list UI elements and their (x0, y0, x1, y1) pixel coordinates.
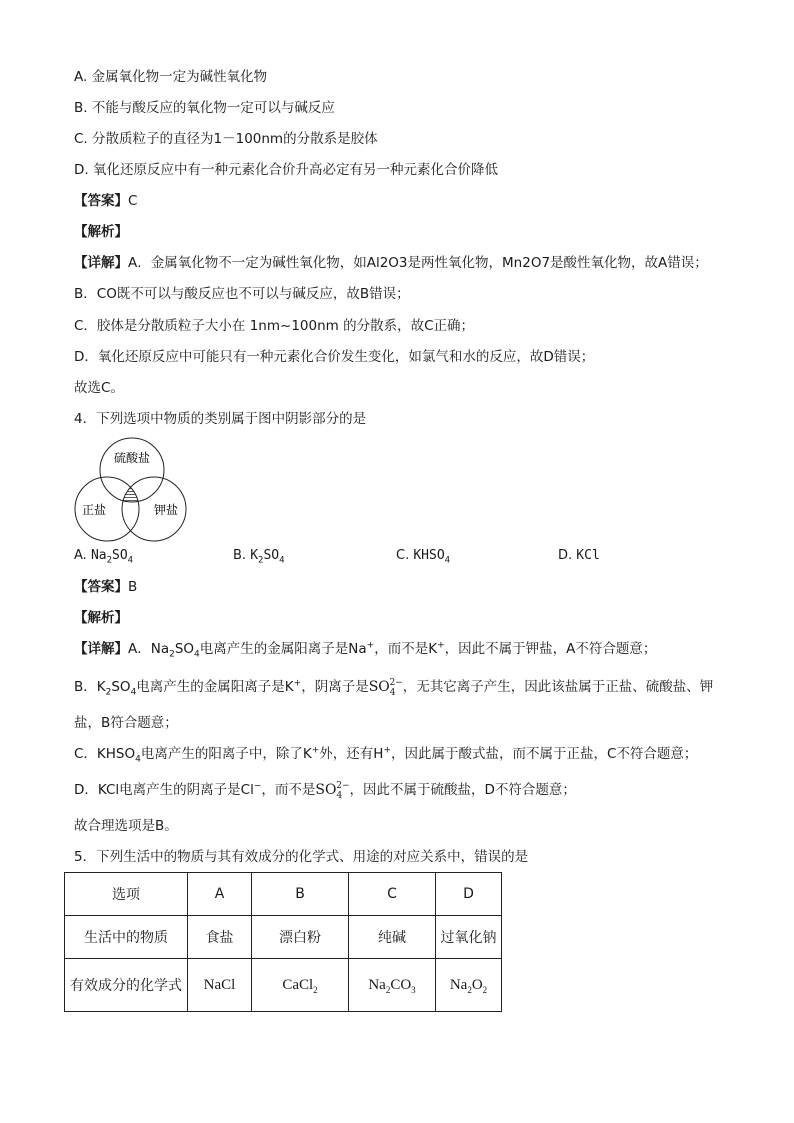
option-text: 氧化还原反应中有一种元素化合价升高必定有另一种元素化合价降低 (92, 162, 498, 178)
table-cell: 有效成分的化学式 (65, 959, 188, 1012)
option-text: 不能与酸反应的氧化物一定可以与碱反应 (91, 100, 335, 116)
option-letter: B. (74, 100, 88, 116)
table-cell: 生活中的物质 (65, 916, 188, 959)
table-cell: B (252, 873, 349, 916)
table-cell: NaCl (188, 959, 252, 1012)
q4-detail-b: B．$K_2SO_4$电离产生的金属阳离子是K+，阴离子是$SO_4^{2-}$，无其它离子产生，因此该盐属于正盐、硫酸盐、钾 (74, 678, 714, 698)
q3-answer (74, 192, 137, 210)
table-cell: CaCl$_2$ (252, 959, 349, 1012)
answer-tag: 【答案】 (74, 193, 128, 209)
q4-option-b: B. $K_2SO_4$ (233, 548, 285, 566)
table-row (65, 959, 502, 1012)
q4-conclusion: 故合理选项是B。 (74, 818, 178, 834)
table-cell: $Na_2CO_3$ (349, 959, 436, 1012)
table-cell: 选项 (65, 873, 188, 916)
table-row (65, 916, 502, 959)
option-letter: D. (74, 162, 89, 178)
detail-text: B．CO既不可以与酸反应也不可以与碱反应，故B错误； (74, 286, 410, 302)
conclusion-text: 故选C。 (74, 380, 124, 396)
q4-answer: 【答案】B (74, 579, 138, 595)
option-text: 分散质粒子的直径为1－100nm的分散系是胶体 (92, 131, 378, 147)
q3-option-d (74, 161, 498, 179)
q4-detail-d: D．KCl电离产生的阴离子是Cl−，而不是$SO_4^{2-}$，因此不属于硫酸盐，D不符合题意； (74, 781, 576, 801)
q3-option-b (74, 99, 335, 117)
q3-detail-b (74, 285, 410, 303)
venn-label-left: 正盐 (81, 503, 107, 517)
venn-label-top: 硫酸盐 (113, 451, 151, 465)
question-stem: 4．下列选项中物质的类别属于图中阴影部分的是 (74, 411, 367, 427)
table-row (65, 873, 502, 916)
table-cell: 食盐 (188, 916, 252, 959)
venn-label-right: 钾盐 (153, 503, 179, 517)
table-cell: D (436, 873, 502, 916)
q4-detail-b-cont: 盐，B符合题意； (74, 715, 178, 731)
q4-detail-c: C．$KHSO_4$电离产生的阳离子中，除了K+外，还有H+，因此属于酸式盐，而不属于正盐，C不符合题意； (74, 745, 698, 765)
table-cell: 漂白粉 (252, 916, 349, 959)
table-cell: $Na_2O_2$ (436, 959, 502, 1012)
detail-text: D．氧化还原反应中可能只有一种元素化合价发生变化，如氯气和水的反应，故D错误； (74, 349, 595, 365)
table-cell: 过氧化钠 (436, 916, 502, 959)
detail-text: A．金属氧化物不一定为碱性氧化物，如Al2O3是两性氧化物，Mn2O7是酸性氧化物，故A错误； (128, 255, 708, 271)
q3-detail-d (74, 348, 594, 366)
analysis-tag: 【解析】 (74, 224, 128, 240)
q4-option-a: A. $Na_2SO_4$ (74, 548, 134, 566)
option-letter: C. (74, 131, 88, 147)
table-cell: C (349, 873, 436, 916)
sulfate-ion: $SO_4^{2-}$ (315, 781, 350, 801)
table-cell: A (188, 873, 252, 916)
q3-detail-c (74, 317, 474, 335)
option-text: 金属氧化物一定为碱性氧化物 (91, 69, 268, 85)
q3-option-a (74, 68, 267, 86)
q5-stem (74, 848, 528, 866)
q3-option-c (74, 130, 378, 148)
q3-conclusion (74, 379, 124, 397)
q4-stem (74, 410, 366, 428)
q3-analysis (74, 223, 128, 241)
table-cell: 纯碱 (349, 916, 436, 959)
answer-value: C (128, 193, 138, 209)
detail-tag: 【详解】 (74, 255, 128, 271)
q3-detail-a (74, 254, 708, 272)
q5-table (64, 872, 502, 1012)
q4-option-c: C. $KHSO_4$ (396, 548, 451, 566)
q4-options (74, 548, 634, 566)
detail-text: C．胶体是分散质粒子大小在 1nm~100nm 的分散系，故C正确； (74, 318, 475, 334)
option-letter: A. (74, 69, 88, 85)
sulfate-ion: $SO_4^{2-}$ (368, 678, 403, 698)
question-stem: 5．下列生活中的物质与其有效成分的化学式、用途的对应关系中，错误的是 (74, 849, 529, 865)
q4-detail-a: 【详解】A．$Na_2SO_4$电离产生的金属阳离子是Na+，而不是K+，因此不属于钾盐，A不符合题意； (74, 640, 657, 660)
venn-diagram (74, 436, 190, 546)
q4-option-d: D. KCl (558, 548, 600, 563)
q4-analysis: 【解析】 (74, 610, 128, 626)
answer-value: B (128, 579, 138, 595)
